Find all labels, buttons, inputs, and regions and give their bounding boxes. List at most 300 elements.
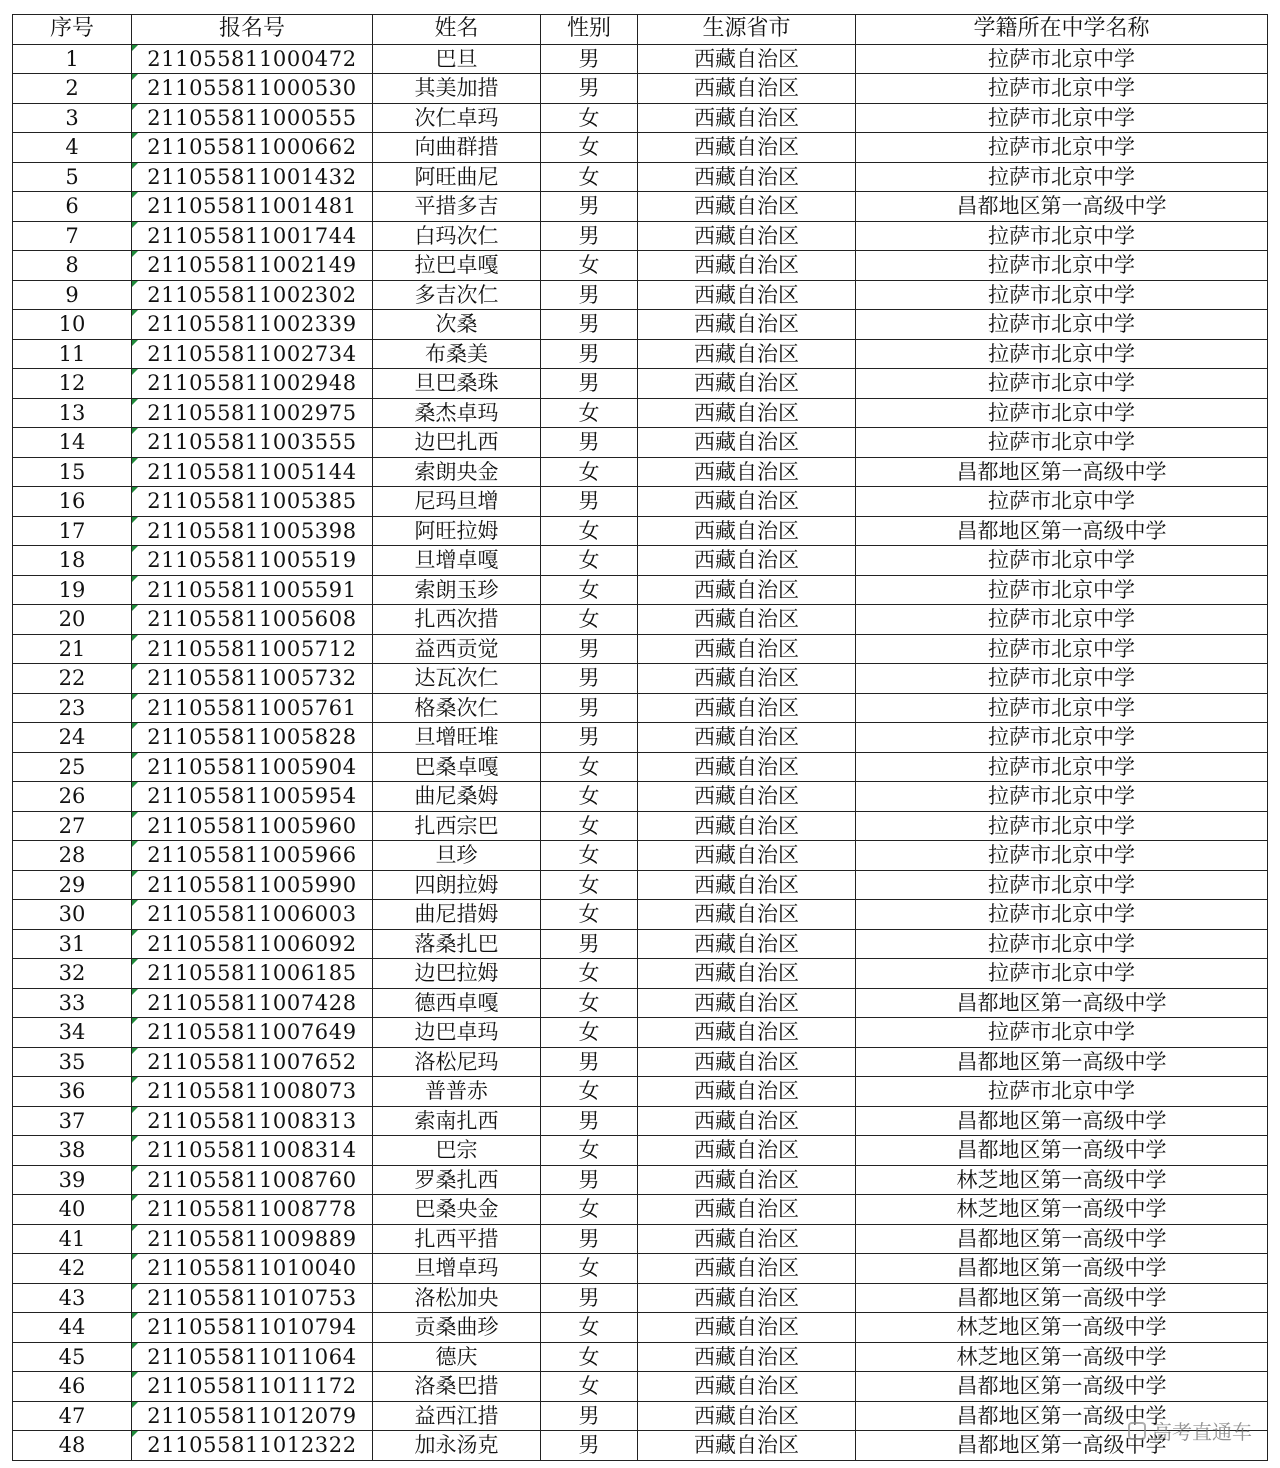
cell-school: 林芝地区第一高级中学	[856, 1342, 1268, 1372]
cell-province: 西藏自治区	[638, 1077, 856, 1107]
cell-serial: 22	[13, 664, 132, 694]
registration-no-text: 211055811000472	[147, 46, 357, 71]
table-row	[13, 723, 1268, 753]
cell-gender: 女	[541, 162, 638, 192]
text-format-marker-icon	[132, 192, 138, 198]
text-format-marker-icon	[132, 1107, 138, 1113]
header-name: 姓名	[373, 15, 541, 45]
text-format-marker-icon	[132, 841, 138, 847]
header-school: 学籍所在中学名称	[856, 15, 1268, 45]
cell-gender: 男	[541, 487, 638, 517]
table-row	[13, 369, 1268, 399]
cell-name: 罗桑扎西	[373, 1165, 541, 1195]
cell-name: 旦增旺堆	[373, 723, 541, 753]
cell-province: 西藏自治区	[638, 605, 856, 635]
cell-name: 曲尼措姆	[373, 900, 541, 930]
cell-registration-no	[132, 693, 373, 723]
cell-registration-no	[132, 192, 373, 222]
cell-school: 拉萨市北京中学	[856, 133, 1268, 163]
table-row	[13, 1342, 1268, 1372]
cell-name: 旦增卓玛	[373, 1254, 541, 1284]
cell-gender: 男	[541, 929, 638, 959]
watermark-text: 高考直通车	[1152, 1420, 1252, 1444]
cell-name: 尼玛旦增	[373, 487, 541, 517]
cell-serial: 13	[13, 398, 132, 428]
text-format-marker-icon	[132, 635, 138, 641]
registration-no-text: 211055811001481	[147, 194, 357, 219]
cell-registration-no	[132, 1018, 373, 1048]
registration-no-text: 211055811011064	[147, 1344, 357, 1369]
cell-school: 昌都地区第一高级中学	[856, 1106, 1268, 1136]
registration-no-text: 211055811005904	[147, 754, 357, 779]
cell-province: 西藏自治区	[638, 339, 856, 369]
cell-gender: 男	[541, 693, 638, 723]
text-format-marker-icon	[132, 694, 138, 700]
table-row	[13, 782, 1268, 812]
cell-province: 西藏自治区	[638, 1018, 856, 1048]
table-body	[13, 44, 1268, 1460]
table-row	[13, 1018, 1268, 1048]
cell-school: 拉萨市北京中学	[856, 398, 1268, 428]
cell-serial: 1	[13, 44, 132, 74]
cell-province: 西藏自治区	[638, 487, 856, 517]
cell-name: 益西贡觉	[373, 634, 541, 664]
registration-no-text: 211055811005385	[147, 489, 357, 514]
table-row	[13, 1165, 1268, 1195]
cell-serial: 6	[13, 192, 132, 222]
cell-serial: 8	[13, 251, 132, 281]
cell-school: 拉萨市北京中学	[856, 428, 1268, 458]
cell-serial: 45	[13, 1342, 132, 1372]
cell-school: 昌都地区第一高级中学	[856, 1431, 1268, 1461]
cell-serial: 35	[13, 1047, 132, 1077]
registration-no-text: 211055811008073	[147, 1079, 357, 1104]
cell-gender: 女	[541, 988, 638, 1018]
cell-school: 拉萨市北京中学	[856, 310, 1268, 340]
cell-serial: 32	[13, 959, 132, 989]
text-format-marker-icon	[132, 1372, 138, 1378]
cell-serial: 7	[13, 221, 132, 251]
table-row	[13, 74, 1268, 104]
registration-no-text: 211055811005398	[147, 518, 357, 543]
table-row	[13, 1136, 1268, 1166]
registration-no-text: 211055811003555	[147, 430, 357, 455]
header-province: 生源省市	[638, 15, 856, 45]
cell-school: 昌都地区第一高级中学	[856, 1047, 1268, 1077]
cell-province: 西藏自治区	[638, 251, 856, 281]
cell-registration-no	[132, 959, 373, 989]
cell-serial: 3	[13, 103, 132, 133]
cell-gender: 女	[541, 457, 638, 487]
cell-serial: 19	[13, 575, 132, 605]
table-row	[13, 605, 1268, 635]
cell-name: 布桑美	[373, 339, 541, 369]
table-row	[13, 398, 1268, 428]
text-format-marker-icon	[132, 1254, 138, 1260]
cell-name: 德庆	[373, 1342, 541, 1372]
registration-no-text: 211055811007652	[147, 1049, 357, 1074]
watermark	[1128, 1416, 1252, 1445]
cell-gender: 女	[541, 870, 638, 900]
registration-no-text: 211055811005591	[147, 577, 357, 602]
table-row	[13, 988, 1268, 1018]
cell-gender: 女	[541, 398, 638, 428]
text-format-marker-icon	[132, 163, 138, 169]
cell-name: 其美加措	[373, 74, 541, 104]
cell-registration-no	[132, 1165, 373, 1195]
cell-name: 白玛次仁	[373, 221, 541, 251]
cell-province: 西藏自治区	[638, 752, 856, 782]
text-format-marker-icon	[132, 399, 138, 405]
header-serial: 序号	[13, 15, 132, 45]
cell-school: 林芝地区第一高级中学	[856, 1165, 1268, 1195]
cell-serial: 43	[13, 1283, 132, 1313]
cell-province: 西藏自治区	[638, 369, 856, 399]
cell-name: 加永汤克	[373, 1431, 541, 1461]
registration-no-text: 211055811002149	[147, 253, 357, 278]
cell-name: 格桑次仁	[373, 693, 541, 723]
cell-registration-no	[132, 1283, 373, 1313]
cell-serial: 16	[13, 487, 132, 517]
cell-gender: 男	[541, 723, 638, 753]
cell-school: 昌都地区第一高级中学	[856, 1401, 1268, 1431]
cell-serial: 30	[13, 900, 132, 930]
cell-school: 昌都地区第一高级中学	[856, 1372, 1268, 1402]
text-format-marker-icon	[132, 959, 138, 965]
header-registration-no: 报名号	[132, 15, 373, 45]
table-row	[13, 841, 1268, 871]
registration-no-text: 211055811005761	[147, 695, 357, 720]
registration-no-text: 211055811002339	[147, 312, 357, 337]
registration-no-text: 211055811002975	[147, 400, 357, 425]
cell-gender: 女	[541, 1254, 638, 1284]
table-row	[13, 959, 1268, 989]
cell-school: 拉萨市北京中学	[856, 782, 1268, 812]
cell-registration-no	[132, 1106, 373, 1136]
registration-no-text: 211055811001744	[147, 223, 357, 248]
registration-no-text: 211055811012322	[147, 1433, 357, 1458]
table-row	[13, 1283, 1268, 1313]
cell-registration-no	[132, 1313, 373, 1343]
cell-province: 西藏自治区	[638, 900, 856, 930]
text-format-marker-icon	[132, 723, 138, 729]
cell-name: 索朗央金	[373, 457, 541, 487]
cell-school: 拉萨市北京中学	[856, 1077, 1268, 1107]
text-format-marker-icon	[132, 1077, 138, 1083]
registration-no-text: 211055811005519	[147, 548, 357, 573]
cell-school: 拉萨市北京中学	[856, 575, 1268, 605]
cell-province: 西藏自治区	[638, 428, 856, 458]
cell-province: 西藏自治区	[638, 74, 856, 104]
text-format-marker-icon	[132, 753, 138, 759]
cell-school: 拉萨市北京中学	[856, 811, 1268, 841]
registration-no-text: 211055811005966	[147, 843, 357, 868]
cell-name: 落桑扎巴	[373, 929, 541, 959]
registration-no-text: 211055811008778	[147, 1197, 357, 1222]
cell-school: 拉萨市北京中学	[856, 103, 1268, 133]
cell-school: 拉萨市北京中学	[856, 221, 1268, 251]
cell-province: 西藏自治区	[638, 398, 856, 428]
cell-name: 巴宗	[373, 1136, 541, 1166]
table-row	[13, 162, 1268, 192]
cell-province: 西藏自治区	[638, 103, 856, 133]
cell-school: 昌都地区第一高级中学	[856, 192, 1268, 222]
table-row	[13, 1047, 1268, 1077]
table-row	[13, 457, 1268, 487]
cell-registration-no	[132, 1224, 373, 1254]
cell-name: 普普赤	[373, 1077, 541, 1107]
cell-province: 西藏自治区	[638, 575, 856, 605]
cell-school: 拉萨市北京中学	[856, 664, 1268, 694]
cell-serial: 11	[13, 339, 132, 369]
cell-name: 索南扎西	[373, 1106, 541, 1136]
cell-school: 昌都地区第一高级中学	[856, 988, 1268, 1018]
text-format-marker-icon	[132, 1431, 138, 1437]
cell-gender: 男	[541, 1283, 638, 1313]
cell-name: 巴旦	[373, 44, 541, 74]
cell-gender: 女	[541, 1342, 638, 1372]
cell-serial: 12	[13, 369, 132, 399]
cell-name: 洛桑巴措	[373, 1372, 541, 1402]
cell-school: 拉萨市北京中学	[856, 959, 1268, 989]
cell-school: 拉萨市北京中学	[856, 162, 1268, 192]
cell-province: 西藏自治区	[638, 221, 856, 251]
cell-name: 巴桑央金	[373, 1195, 541, 1225]
cell-province: 西藏自治区	[638, 811, 856, 841]
table-row	[13, 929, 1268, 959]
cell-serial: 33	[13, 988, 132, 1018]
cell-name: 扎西宗巴	[373, 811, 541, 841]
cell-serial: 17	[13, 516, 132, 546]
cell-gender: 男	[541, 1047, 638, 1077]
registration-no-text: 211055811005954	[147, 784, 357, 809]
cell-gender: 男	[541, 280, 638, 310]
cell-registration-no	[132, 74, 373, 104]
cell-province: 西藏自治区	[638, 1224, 856, 1254]
cell-registration-no	[132, 900, 373, 930]
registration-no-text: 211055811000555	[147, 105, 357, 130]
registration-no-text: 211055811008314	[147, 1138, 357, 1163]
cell-province: 西藏自治区	[638, 1313, 856, 1343]
table-row	[13, 1401, 1268, 1431]
cell-registration-no	[132, 280, 373, 310]
cell-gender: 男	[541, 1401, 638, 1431]
cell-school: 拉萨市北京中学	[856, 634, 1268, 664]
registration-no-text: 211055811006185	[147, 961, 357, 986]
cell-registration-no	[132, 1372, 373, 1402]
text-format-marker-icon	[132, 428, 138, 434]
cell-serial: 10	[13, 310, 132, 340]
cell-province: 西藏自治区	[638, 959, 856, 989]
cell-name: 桑杰卓玛	[373, 398, 541, 428]
cell-gender: 男	[541, 339, 638, 369]
table-row	[13, 1431, 1268, 1461]
cell-province: 西藏自治区	[638, 546, 856, 576]
cell-school: 拉萨市北京中学	[856, 44, 1268, 74]
cell-gender: 女	[541, 133, 638, 163]
cell-gender: 女	[541, 251, 638, 281]
text-format-marker-icon	[132, 1018, 138, 1024]
cell-registration-no	[132, 103, 373, 133]
cell-name: 向曲群措	[373, 133, 541, 163]
cell-serial: 46	[13, 1372, 132, 1402]
text-format-marker-icon	[132, 664, 138, 670]
registration-no-text: 211055811010753	[147, 1285, 357, 1310]
cell-gender: 女	[541, 752, 638, 782]
cell-gender: 男	[541, 1431, 638, 1461]
cell-province: 西藏自治区	[638, 723, 856, 753]
cell-gender: 女	[541, 605, 638, 635]
cell-serial: 26	[13, 782, 132, 812]
table-row	[13, 1106, 1268, 1136]
cell-name: 洛松尼玛	[373, 1047, 541, 1077]
table-row	[13, 133, 1268, 163]
registration-no-text: 211055811002734	[147, 341, 357, 366]
registration-no-text: 211055811002948	[147, 371, 357, 396]
table-row	[13, 1077, 1268, 1107]
table-row	[13, 664, 1268, 694]
cell-registration-no	[132, 782, 373, 812]
cell-province: 西藏自治区	[638, 1195, 856, 1225]
cell-serial: 21	[13, 634, 132, 664]
cell-province: 西藏自治区	[638, 1283, 856, 1313]
registration-no-text: 211055811011172	[147, 1374, 357, 1399]
cell-registration-no	[132, 988, 373, 1018]
table-row	[13, 310, 1268, 340]
table-row	[13, 811, 1268, 841]
cell-province: 西藏自治区	[638, 192, 856, 222]
cell-registration-no	[132, 546, 373, 576]
cell-registration-no	[132, 723, 373, 753]
cell-name: 平措多吉	[373, 192, 541, 222]
cell-province: 西藏自治区	[638, 280, 856, 310]
cell-province: 西藏自治区	[638, 929, 856, 959]
table-row	[13, 251, 1268, 281]
cell-name: 阿旺曲尼	[373, 162, 541, 192]
cell-registration-no	[132, 1431, 373, 1461]
cell-name: 多吉次仁	[373, 280, 541, 310]
cell-registration-no	[132, 221, 373, 251]
table-row	[13, 1195, 1268, 1225]
cell-school: 拉萨市北京中学	[856, 339, 1268, 369]
table-row	[13, 1254, 1268, 1284]
cell-name: 旦巴桑珠	[373, 369, 541, 399]
table-row	[13, 1372, 1268, 1402]
cell-serial: 4	[13, 133, 132, 163]
text-format-marker-icon	[132, 782, 138, 788]
registration-no-text: 211055811009889	[147, 1226, 357, 1251]
text-format-marker-icon	[132, 871, 138, 877]
cell-serial: 9	[13, 280, 132, 310]
cell-gender: 男	[541, 221, 638, 251]
cell-gender: 女	[541, 1077, 638, 1107]
cell-name: 次桑	[373, 310, 541, 340]
table-row	[13, 221, 1268, 251]
cell-name: 曲尼桑姆	[373, 782, 541, 812]
cell-name: 次仁卓玛	[373, 103, 541, 133]
header-gender: 性别	[541, 15, 638, 45]
cell-province: 西藏自治区	[638, 1431, 856, 1461]
cell-province: 西藏自治区	[638, 988, 856, 1018]
cell-name: 四朗拉姆	[373, 870, 541, 900]
table-row	[13, 634, 1268, 664]
cell-school: 拉萨市北京中学	[856, 723, 1268, 753]
cell-gender: 男	[541, 74, 638, 104]
table-row	[13, 487, 1268, 517]
cell-school: 拉萨市北京中学	[856, 280, 1268, 310]
cell-serial: 39	[13, 1165, 132, 1195]
table-row	[13, 1313, 1268, 1343]
cell-school: 拉萨市北京中学	[856, 251, 1268, 281]
cell-province: 西藏自治区	[638, 693, 856, 723]
cell-gender: 男	[541, 310, 638, 340]
cell-name: 边巴卓玛	[373, 1018, 541, 1048]
cell-gender: 女	[541, 1018, 638, 1048]
cell-registration-no	[132, 251, 373, 281]
cell-name: 扎西平措	[373, 1224, 541, 1254]
cell-gender: 男	[541, 192, 638, 222]
cell-registration-no	[132, 1254, 373, 1284]
registration-no-text: 211055811010794	[147, 1315, 357, 1340]
table-row	[13, 192, 1268, 222]
text-format-marker-icon	[132, 133, 138, 139]
cell-registration-no	[132, 44, 373, 74]
cell-gender: 女	[541, 575, 638, 605]
cell-name: 扎西次措	[373, 605, 541, 635]
registration-no-text: 211055811005712	[147, 636, 357, 661]
cell-gender: 男	[541, 1224, 638, 1254]
cell-serial: 34	[13, 1018, 132, 1048]
text-format-marker-icon	[132, 1136, 138, 1142]
cell-registration-no	[132, 634, 373, 664]
cell-gender: 女	[541, 811, 638, 841]
cell-school: 林芝地区第一高级中学	[856, 1195, 1268, 1225]
cell-registration-no	[132, 398, 373, 428]
cell-registration-no	[132, 162, 373, 192]
cell-school: 拉萨市北京中学	[856, 752, 1268, 782]
cell-province: 西藏自治区	[638, 133, 856, 163]
cell-name: 拉巴卓嘎	[373, 251, 541, 281]
text-format-marker-icon	[132, 104, 138, 110]
cell-province: 西藏自治区	[638, 1372, 856, 1402]
cell-serial: 29	[13, 870, 132, 900]
cell-serial: 25	[13, 752, 132, 782]
cell-school: 拉萨市北京中学	[856, 693, 1268, 723]
cell-name: 索朗玉珍	[373, 575, 541, 605]
cell-province: 西藏自治区	[638, 1106, 856, 1136]
cell-school: 拉萨市北京中学	[856, 487, 1268, 517]
cell-name: 洛松加央	[373, 1283, 541, 1313]
text-format-marker-icon	[132, 1048, 138, 1054]
cell-name: 边巴扎西	[373, 428, 541, 458]
cell-registration-no	[132, 929, 373, 959]
cell-registration-no	[132, 752, 373, 782]
cell-name: 阿旺拉姆	[373, 516, 541, 546]
header-row	[13, 15, 1268, 45]
cell-name: 达瓦次仁	[373, 664, 541, 694]
cell-school: 拉萨市北京中学	[856, 546, 1268, 576]
cell-province: 西藏自治区	[638, 516, 856, 546]
cell-serial: 28	[13, 841, 132, 871]
table-row	[13, 44, 1268, 74]
cell-serial: 15	[13, 457, 132, 487]
text-format-marker-icon	[132, 1225, 138, 1231]
cell-name: 益西江措	[373, 1401, 541, 1431]
text-format-marker-icon	[132, 458, 138, 464]
cell-name: 德西卓嘎	[373, 988, 541, 1018]
cell-serial: 5	[13, 162, 132, 192]
table-row	[13, 752, 1268, 782]
